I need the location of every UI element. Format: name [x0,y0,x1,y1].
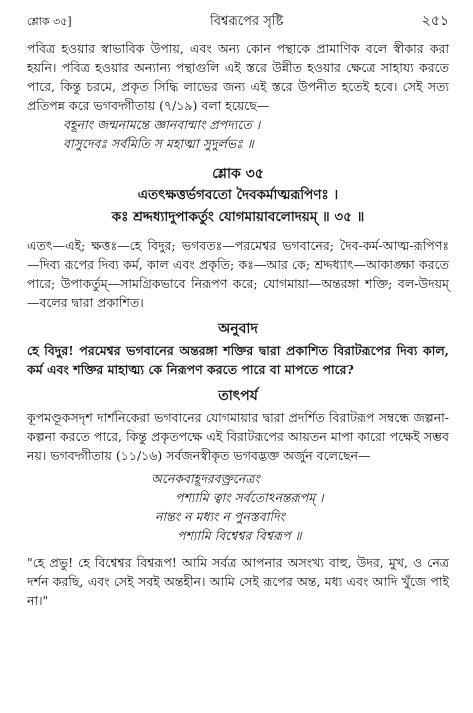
quote-translation: "হে প্রভু! হে বিশ্বেশ্বর বিশ্বরূপ! আমি সর্বত্র আপনার অসংখ্য বাহু, উদর, মুখ, ও নেত্র দর্শন করছি, এবং সেই সবই অন্তহীন। আমি সেই রূপের অন্ত, মধ্য এবং আদি খুঁজে পাই না।" [27,555,449,608]
verse-line: এতৎক্ষত্তর্ভগবতো দৈবকর্মাত্মরূপিণঃ । [137,187,339,203]
translation-title: অনুবাদ [218,321,258,337]
gita-quote-line: বহূনাং জন্মনামন্তে জ্ঞানবান্মাং প্রপদ্যতে । [63,117,261,132]
quote-line: পশ্যামি ত্বাং সর্বতোঽনন্তরূপম্ । [175,490,324,505]
intro-paragraph: পবিত্র হওয়ার স্বাভাবিক উপায়, এবং অন্য কোন পন্থাকে প্রামাণিক বলে স্বীকার করা হয়নি। পবিত্র হওয়ার অন্যান্য পন্থাগুলি এই স্তরে উন্নীত হওয়ার ক্ষেত্রে সাহায্য করতে পারে, কিন্তু চরমে, প্রকৃত সিদ্ধি লাভের জন্য এই স্তরে উপনীত হতেই হবে। সেই সত্য প্রতিপন্ন করে ভগবদ্গীতায় (৭/১৯) বলা হয়েছে— [27,41,449,113]
verse-reference: শ্লোক ৩৫] [27,15,72,28]
page-header [27,12,449,31]
purport-title: তাৎপর্য [218,388,258,404]
quote-line: পশ্যামি বিশ্বেশ্বর বিশ্বরূপ ॥ [177,528,302,543]
quote-line: অনেকবাহূদরবক্ত্রনেত্রং [151,471,260,486]
gita-quote-line: বাসুদেবঃ সর্বমিতি স মহাত্মা সুদুর্লভঃ ॥ [63,136,254,151]
chapter-title: বিশ্বরূপের সৃষ্টি [210,14,284,29]
verse-heading: শ্লোক ৩৫ [212,166,264,182]
verse-line: কঃ শ্রদ্দধ্যাদুপাকর্তুং যোগমায়াবলোদয়ম্ ॥ ৩৫ ॥ [111,209,365,225]
quote-line: নান্তং ন মধ্যং ন পুনস্তবাদিং [155,509,285,524]
word-synonyms: এতৎ—এই; ক্ষত্তঃ—হে বিদুর; ভগবতঃ—পরমেশ্বর ভগবানের; দৈব-কর্ম-আত্ম-রূপিণঃ—দিব্য রূপের দিব্য কর্ম, কাল এবং প্রকৃতি; কঃ—আর কে; শ্রদ্দধ্যাৎ—আকাঙ্ক্ষা করতে পারে; উপাকর্তুম্—সামগ্রিকভাবে নিরূপণ করে; যোগমায়া—অন্তরঙ্গা শক্তি; বল-উদয়ম্—বলের দ্বারা প্রকাশিত। [27,238,449,310]
purport-text: কূপমণ্ডূকসদৃশ দার্শনিকেরা ভগবানের যোগমায়ার দ্বারা প্রদর্শিত বিরাটরূপ সম্বন্ধে জল্পনা-কল্পনা করতে পারে, কিন্তু প্রকৃতপক্ষে এই বিরাটরূপের আয়তন মাপা কারো পক্ষেই সম্ভব নয়। ভগবদ্গীতায় (১১/১৬) সর্বজনস্বীকৃত ভগবদ্ভক্ত অর্জুন বলেছেন— [27,410,449,463]
translation-text: হে বিদুর! পরমেশ্বর ভগবানের অন্তরঙ্গা শক্তির দ্বারা প্রকাশিত বিরাটরূপের দিব্য কাল, কর্ম এবং শক্তির মাহাত্ম্য কে নিরূপণ করতে পারে বা মাপতে পারে? [27,343,449,377]
purport-quote [27,469,449,545]
page-number: ২৫১ [421,13,449,29]
